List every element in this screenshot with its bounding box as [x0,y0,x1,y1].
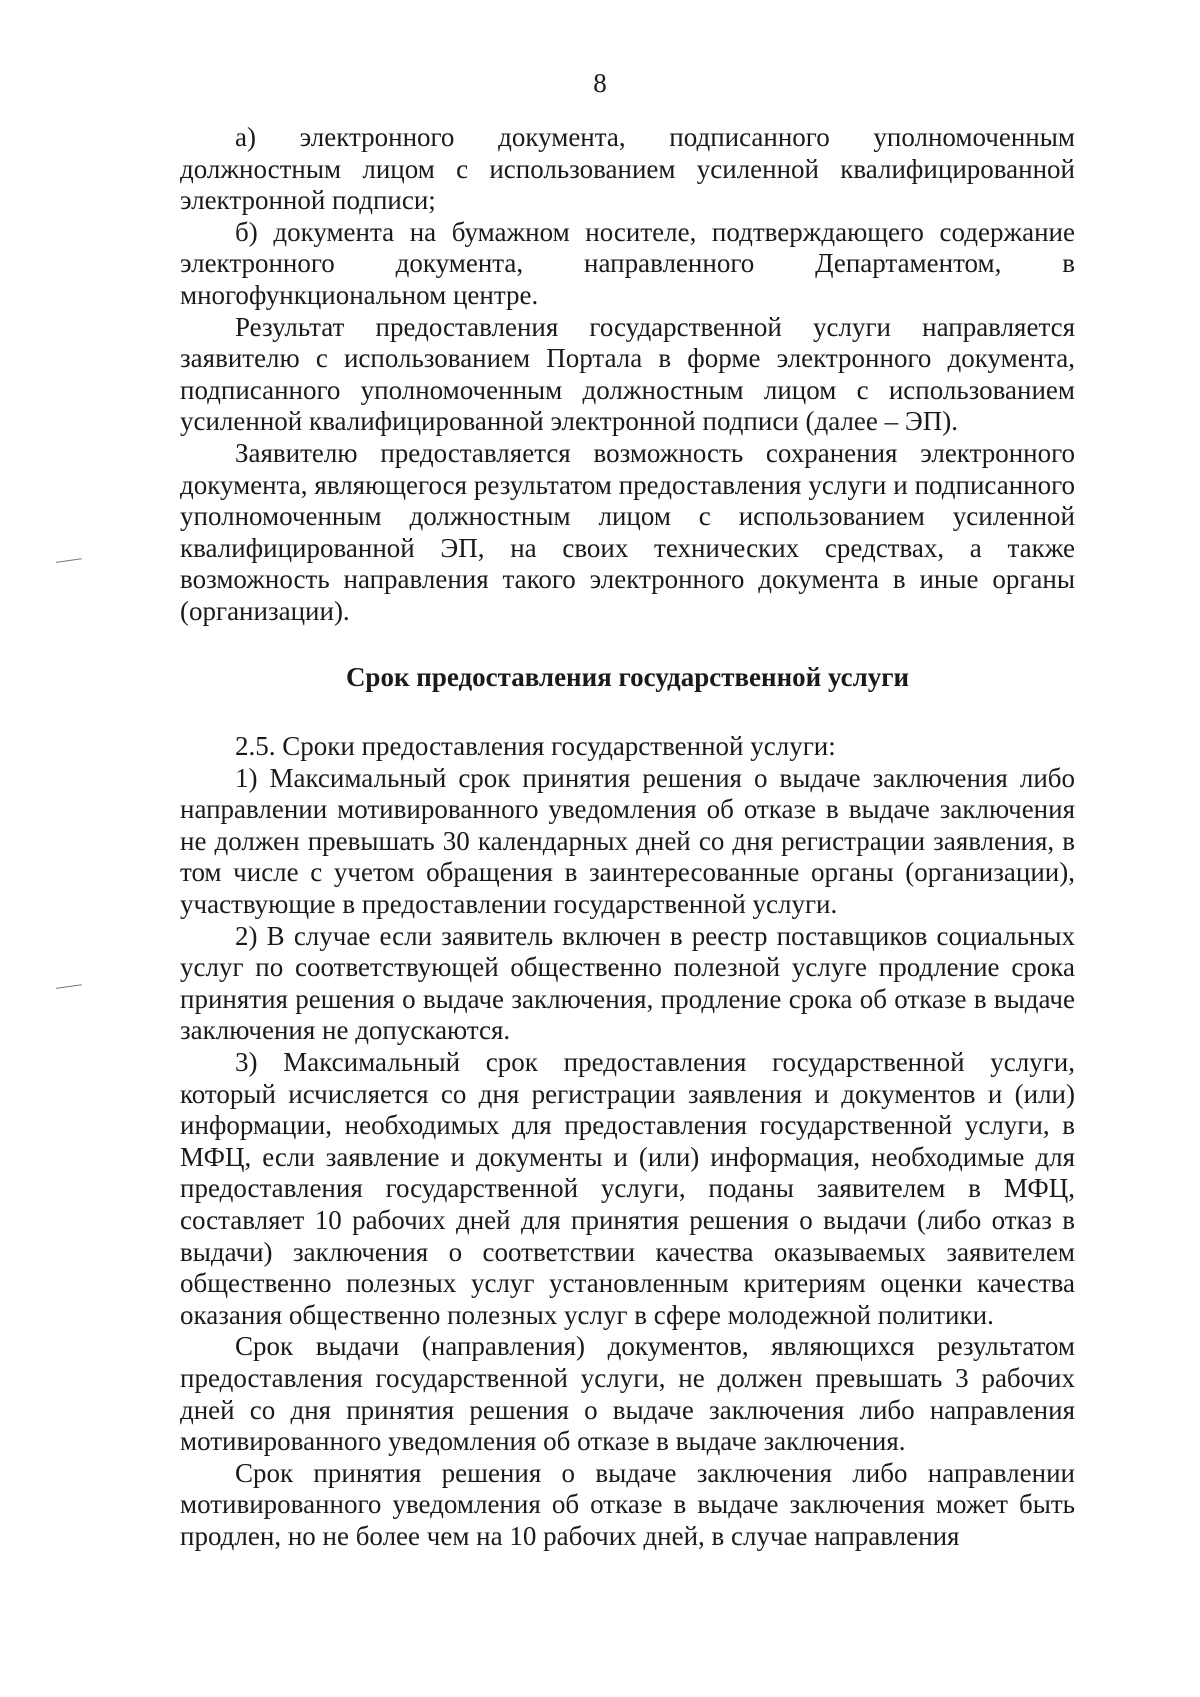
paragraph-item-1: 1) Максимальный срок принятия решения о выдаче заключения либо направлении мотивированного уведомления об отказе в выдаче заключения не должен превышать 30 календарных дней со дня регистрации заявления, в том числе с учетом обращения в заинтересованные органы (организации), участвующие в предоставлении государственной услуги. [180,762,1075,920]
paragraph-saving: Заявителю предоставляется возможность сохранения электронного документа, являющегося результатом предоставления услуги и подписанного уполномоченным должностным лицом с использованием усиленной квалифицированной ЭП, на своих технических средствах, а также возможность направления такого электронного документа в иные органы (организации). [180,437,1075,626]
paragraph-item-a: а) электронного документа, подписанного уполномоченным должностным лицом с использованием усиленной квалифицированной электронной подписи; [180,122,1075,216]
paragraph-2-5: 2.5. Сроки предоставления государственной услуги: [235,731,836,762]
margin-scan-mark [56,558,82,566]
page-number: 8 [593,68,607,98]
paragraph-result: Результат предоставления государственной услуги направляется заявителю с использованием Портала в форме электронного документа, подписанного уполномоченным должностным лицом с использованием усиленной квалифицированной электронной подписи (далее – ЭП). [180,311,1075,437]
margin-scan-mark [56,984,82,992]
paragraph-item-2: 2) В случае если заявитель включен в реестр поставщиков социальных услуг по соответствующей общественно полезной услуге продление срока принятия решения о выдаче заключения, продление срока об отказе в выдаче заключения не допускаются. [180,920,1075,1046]
paragraph-extension: Срок принятия решения о выдаче заключения либо направлении мотивированного уведомления об отказе в выдаче заключения может быть продлен, но не более чем на 10 рабочих дней, в случае направления [180,1457,1075,1551]
document-body [180,122,1075,1553]
section-heading: Срок предоставления государственной услуги [345,661,910,692]
paragraph-issue-term: Срок выдачи (направления) документов, являющихся результатом предоставления государственной услуги, не должен превышать 3 рабочих дней со дня принятия решения о выдаче заключения либо направления мотивированного уведомления об отказе в выдаче заключения. [180,1331,1075,1457]
paragraph-item-b: б) документа на бумажном носителе, подтверждающего содержание электронного документа, направленного Департаментом, в многофункциональном центре. [180,216,1075,310]
paragraph-item-3: 3) Максимальный срок предоставления государственной услуги, который исчисляется со дня регистрации заявления и документов и (или) информации, необходимых для предоставления государственной услуги, в МФЦ, если заявление и документы и (или) информация, необходимые для предоставления государственной услуги, поданы заявителем в МФЦ, составляет 10 рабочих дней для принятия решения о выдачи (либо отказ в выдачи) заключения о соответствии качества оказываемых заявителем общественно полезных услуг установленным критериям оценки качества оказания общественно полезных услуг в сфере молодежной политики. [180,1047,1075,1330]
